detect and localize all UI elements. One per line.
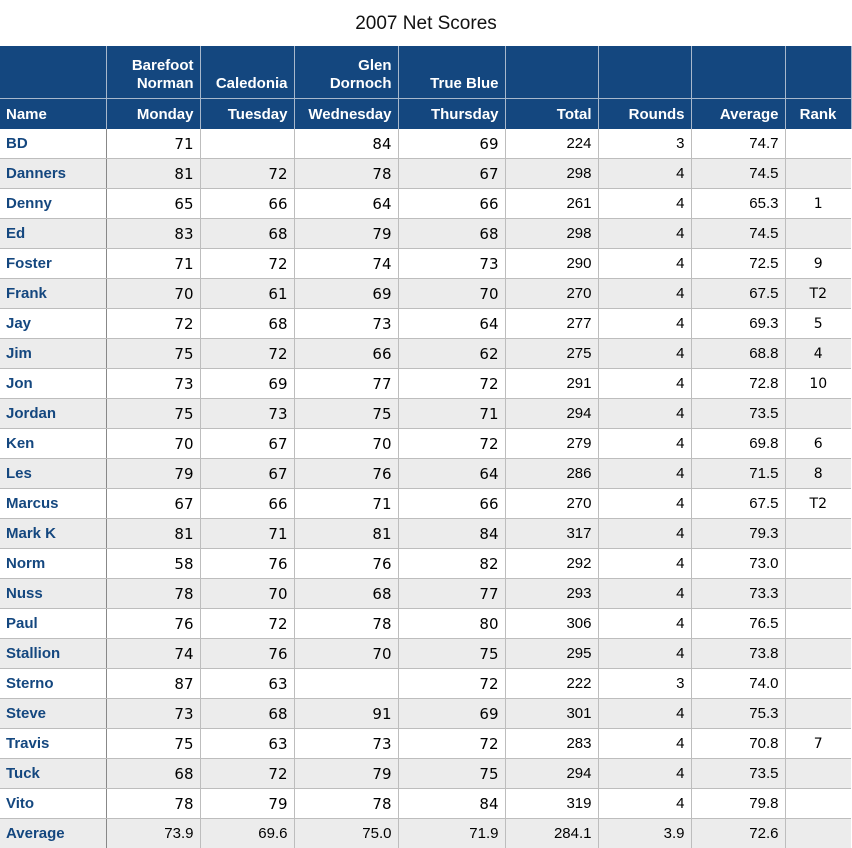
column-header-thursday: Thursday xyxy=(398,99,505,130)
table-footer xyxy=(0,819,851,848)
rank-cell xyxy=(785,609,851,639)
rounds-cell: 3 xyxy=(598,669,691,699)
score-cell-tuesday: 68 xyxy=(200,219,294,249)
rank-cell xyxy=(785,159,851,189)
column-header-rank: Rank xyxy=(785,99,851,130)
score-cell-tuesday: 61 xyxy=(200,279,294,309)
rank-cell xyxy=(785,219,851,249)
score-cell-monday: 73 xyxy=(106,369,200,399)
average-cell: 74.5 xyxy=(691,219,785,249)
total-cell: 319 xyxy=(505,789,598,819)
score-cell-monday: 71 xyxy=(106,129,200,159)
score-cell-tuesday: 72 xyxy=(200,249,294,279)
score-cell-tuesday: 73 xyxy=(200,399,294,429)
header-blank-cell xyxy=(505,46,598,99)
score-cell-tuesday: 63 xyxy=(200,669,294,699)
rounds-cell: 4 xyxy=(598,789,691,819)
average-cell: 70.8 xyxy=(691,729,785,759)
score-cell-wednesday: 78 xyxy=(294,159,398,189)
table-row xyxy=(0,369,851,399)
total-cell: 306 xyxy=(505,609,598,639)
score-cell-thursday: 67 xyxy=(398,159,505,189)
score-cell-tuesday: 72 xyxy=(200,609,294,639)
course-header-wednesday: Glen Dornoch xyxy=(294,46,398,99)
rounds-cell: 4 xyxy=(598,489,691,519)
player-name-cell: Sterno xyxy=(0,669,106,699)
score-cell-thursday: 84 xyxy=(398,519,505,549)
column-header-rounds: Rounds xyxy=(598,99,691,130)
rank-cell: T2 xyxy=(785,489,851,519)
table-row xyxy=(0,279,851,309)
average-cell: 71.5 xyxy=(691,459,785,489)
score-cell-wednesday: 74 xyxy=(294,249,398,279)
total-cell: 298 xyxy=(505,159,598,189)
player-name-cell: Danners xyxy=(0,159,106,189)
score-cell-thursday: 71 xyxy=(398,399,505,429)
player-name-cell: Vito xyxy=(0,789,106,819)
rounds-cell: 4 xyxy=(598,159,691,189)
score-cell-tuesday: 72 xyxy=(200,159,294,189)
total-cell: 294 xyxy=(505,399,598,429)
rounds-cell: 4 xyxy=(598,639,691,669)
rank-cell: 4 xyxy=(785,339,851,369)
score-cell-monday: 70 xyxy=(106,429,200,459)
average-cell: 79.8 xyxy=(691,789,785,819)
total-cell: 222 xyxy=(505,669,598,699)
score-cell-wednesday: 69 xyxy=(294,279,398,309)
table-row xyxy=(0,459,851,489)
rounds-cell: 4 xyxy=(598,459,691,489)
score-cell-wednesday: 81 xyxy=(294,519,398,549)
average-rounds: 3.9 xyxy=(598,819,691,848)
total-cell: 295 xyxy=(505,639,598,669)
score-cell-wednesday: 91 xyxy=(294,699,398,729)
average-cell: 72.8 xyxy=(691,369,785,399)
score-cell-thursday: 72 xyxy=(398,429,505,459)
course-header-monday: Barefoot Norman xyxy=(106,46,200,99)
rank-cell xyxy=(785,789,851,819)
table-row xyxy=(0,189,851,219)
score-cell-wednesday: 78 xyxy=(294,609,398,639)
average-cell: 65.3 xyxy=(691,189,785,219)
average-cell: 73.8 xyxy=(691,639,785,669)
total-cell: 224 xyxy=(505,129,598,159)
player-name-cell: Jay xyxy=(0,309,106,339)
score-cell-tuesday: 76 xyxy=(200,549,294,579)
table-row xyxy=(0,639,851,669)
average-monday: 73.9 xyxy=(106,819,200,848)
table-row xyxy=(0,549,851,579)
table-header xyxy=(0,46,851,129)
average-cell: 76.5 xyxy=(691,609,785,639)
table-row xyxy=(0,429,851,459)
average-cell: 73.3 xyxy=(691,579,785,609)
column-header-wednesday: Wednesday xyxy=(294,99,398,130)
player-name-cell: Mark K xyxy=(0,519,106,549)
rounds-cell: 4 xyxy=(598,279,691,309)
score-cell-wednesday: 71 xyxy=(294,489,398,519)
player-name-cell: Ed xyxy=(0,219,106,249)
page-title: 2007 Net Scores xyxy=(0,0,852,46)
player-name-cell: Les xyxy=(0,459,106,489)
player-name-cell: Stallion xyxy=(0,639,106,669)
score-cell-tuesday: 72 xyxy=(200,759,294,789)
score-cell-wednesday: 70 xyxy=(294,639,398,669)
average-cell: 79.3 xyxy=(691,519,785,549)
score-cell-monday: 71 xyxy=(106,249,200,279)
score-cell-monday: 81 xyxy=(106,159,200,189)
course-header-tuesday: Caledonia xyxy=(200,46,294,99)
score-cell-wednesday: 79 xyxy=(294,219,398,249)
player-name-cell: Ken xyxy=(0,429,106,459)
average-total: 284.1 xyxy=(505,819,598,848)
score-cell-tuesday: 70 xyxy=(200,579,294,609)
average-row-label: Average xyxy=(0,819,106,848)
rank-cell: 7 xyxy=(785,729,851,759)
score-cell-thursday: 72 xyxy=(398,669,505,699)
score-cell-monday: 87 xyxy=(106,669,200,699)
total-cell: 270 xyxy=(505,489,598,519)
rank-cell xyxy=(785,699,851,729)
average-cell: 74.0 xyxy=(691,669,785,699)
player-name-cell: Tuck xyxy=(0,759,106,789)
total-cell: 286 xyxy=(505,459,598,489)
score-cell-wednesday: 76 xyxy=(294,549,398,579)
score-cell-tuesday: 68 xyxy=(200,309,294,339)
total-cell: 270 xyxy=(505,279,598,309)
score-cell-wednesday: 78 xyxy=(294,789,398,819)
rounds-cell: 4 xyxy=(598,309,691,339)
average-tuesday: 69.6 xyxy=(200,819,294,848)
score-cell-thursday: 75 xyxy=(398,759,505,789)
table-row xyxy=(0,759,851,789)
score-cell-thursday: 64 xyxy=(398,459,505,489)
average-rank xyxy=(785,819,851,848)
column-header-average: Average xyxy=(691,99,785,130)
score-cell-tuesday: 68 xyxy=(200,699,294,729)
score-cell-monday: 75 xyxy=(106,339,200,369)
score-cell-wednesday: 70 xyxy=(294,429,398,459)
total-cell: 293 xyxy=(505,579,598,609)
rounds-cell: 4 xyxy=(598,609,691,639)
score-cell-wednesday: 79 xyxy=(294,759,398,789)
score-cell-tuesday: 63 xyxy=(200,729,294,759)
average-cell: 69.8 xyxy=(691,429,785,459)
score-cell-tuesday: 72 xyxy=(200,339,294,369)
total-cell: 294 xyxy=(505,759,598,789)
table-row xyxy=(0,669,851,699)
score-cell-thursday: 73 xyxy=(398,249,505,279)
score-cell-tuesday: 76 xyxy=(200,639,294,669)
score-cell-monday: 65 xyxy=(106,189,200,219)
score-cell-tuesday: 67 xyxy=(200,429,294,459)
score-cell-thursday: 70 xyxy=(398,279,505,309)
score-cell-monday: 73 xyxy=(106,699,200,729)
average-cell: 75.3 xyxy=(691,699,785,729)
score-cell-thursday: 66 xyxy=(398,189,505,219)
table-row xyxy=(0,339,851,369)
score-cell-wednesday: 76 xyxy=(294,459,398,489)
rounds-cell: 4 xyxy=(598,249,691,279)
score-cell-wednesday xyxy=(294,669,398,699)
player-name-cell: Jim xyxy=(0,339,106,369)
total-cell: 283 xyxy=(505,729,598,759)
total-cell: 261 xyxy=(505,189,598,219)
score-cell-thursday: 72 xyxy=(398,369,505,399)
rounds-cell: 4 xyxy=(598,189,691,219)
player-name-cell: Travis xyxy=(0,729,106,759)
score-cell-wednesday: 73 xyxy=(294,729,398,759)
score-cell-monday: 58 xyxy=(106,549,200,579)
score-cell-wednesday: 73 xyxy=(294,309,398,339)
average-cell: 67.5 xyxy=(691,489,785,519)
score-cell-monday: 81 xyxy=(106,519,200,549)
rounds-cell: 4 xyxy=(598,399,691,429)
total-cell: 290 xyxy=(505,249,598,279)
score-cell-monday: 83 xyxy=(106,219,200,249)
score-cell-tuesday: 69 xyxy=(200,369,294,399)
score-cell-thursday: 72 xyxy=(398,729,505,759)
score-cell-thursday: 80 xyxy=(398,609,505,639)
player-name-cell: Foster xyxy=(0,249,106,279)
average-cell: 73.5 xyxy=(691,399,785,429)
header-blank-cell xyxy=(785,46,851,99)
player-name-cell: Marcus xyxy=(0,489,106,519)
player-name-cell: Denny xyxy=(0,189,106,219)
average-wednesday: 75.0 xyxy=(294,819,398,848)
table-row xyxy=(0,159,851,189)
header-blank-cell xyxy=(0,46,106,99)
rank-cell xyxy=(785,639,851,669)
score-cell-tuesday: 66 xyxy=(200,189,294,219)
total-cell: 292 xyxy=(505,549,598,579)
total-cell: 301 xyxy=(505,699,598,729)
rank-cell: 9 xyxy=(785,249,851,279)
score-cell-thursday: 68 xyxy=(398,219,505,249)
score-cell-thursday: 66 xyxy=(398,489,505,519)
table-row xyxy=(0,699,851,729)
table-row xyxy=(0,609,851,639)
rounds-cell: 3 xyxy=(598,129,691,159)
average-cell: 67.5 xyxy=(691,279,785,309)
total-cell: 277 xyxy=(505,309,598,339)
score-cell-thursday: 69 xyxy=(398,699,505,729)
score-cell-wednesday: 75 xyxy=(294,399,398,429)
table-row xyxy=(0,489,851,519)
rounds-cell: 4 xyxy=(598,519,691,549)
player-name-cell: Jordan xyxy=(0,399,106,429)
column-header-name: Name xyxy=(0,99,106,130)
rank-cell: 5 xyxy=(785,309,851,339)
column-header-total: Total xyxy=(505,99,598,130)
rank-cell: 8 xyxy=(785,459,851,489)
score-cell-wednesday: 64 xyxy=(294,189,398,219)
table-row xyxy=(0,579,851,609)
column-header-monday: Monday xyxy=(106,99,200,130)
average-cell: 73.0 xyxy=(691,549,785,579)
rounds-cell: 4 xyxy=(598,369,691,399)
score-cell-tuesday: 71 xyxy=(200,519,294,549)
player-name-cell: Nuss xyxy=(0,579,106,609)
column-header-tuesday: Tuesday xyxy=(200,99,294,130)
score-cell-monday: 70 xyxy=(106,279,200,309)
score-cell-monday: 79 xyxy=(106,459,200,489)
rounds-cell: 4 xyxy=(598,729,691,759)
score-cell-thursday: 64 xyxy=(398,309,505,339)
rank-cell xyxy=(785,519,851,549)
rounds-cell: 4 xyxy=(598,759,691,789)
score-cell-monday: 75 xyxy=(106,729,200,759)
rank-cell: 1 xyxy=(785,189,851,219)
score-cell-thursday: 82 xyxy=(398,549,505,579)
player-name-cell: Jon xyxy=(0,369,106,399)
scores-table xyxy=(0,46,852,848)
score-cell-tuesday: 67 xyxy=(200,459,294,489)
score-cell-thursday: 77 xyxy=(398,579,505,609)
score-cell-thursday: 75 xyxy=(398,639,505,669)
total-cell: 317 xyxy=(505,519,598,549)
total-cell: 279 xyxy=(505,429,598,459)
score-cell-monday: 74 xyxy=(106,639,200,669)
score-cell-tuesday xyxy=(200,129,294,159)
average-cell: 69.3 xyxy=(691,309,785,339)
table-body xyxy=(0,129,851,819)
player-name-cell: Frank xyxy=(0,279,106,309)
score-cell-wednesday: 84 xyxy=(294,129,398,159)
rank-cell xyxy=(785,669,851,699)
score-cell-monday: 76 xyxy=(106,609,200,639)
player-name-cell: BD xyxy=(0,129,106,159)
score-cell-wednesday: 66 xyxy=(294,339,398,369)
rounds-cell: 4 xyxy=(598,579,691,609)
average-thursday: 71.9 xyxy=(398,819,505,848)
player-name-cell: Steve xyxy=(0,699,106,729)
table-row xyxy=(0,129,851,159)
average-cell: 74.7 xyxy=(691,129,785,159)
player-name-cell: Paul xyxy=(0,609,106,639)
score-cell-monday: 78 xyxy=(106,579,200,609)
total-cell: 275 xyxy=(505,339,598,369)
score-cell-tuesday: 79 xyxy=(200,789,294,819)
course-header-row xyxy=(0,46,851,99)
score-cell-wednesday: 68 xyxy=(294,579,398,609)
rounds-cell: 4 xyxy=(598,219,691,249)
score-cell-monday: 68 xyxy=(106,759,200,789)
rank-cell xyxy=(785,129,851,159)
score-cell-monday: 75 xyxy=(106,399,200,429)
average-cell: 68.8 xyxy=(691,339,785,369)
total-cell: 291 xyxy=(505,369,598,399)
rounds-cell: 4 xyxy=(598,429,691,459)
rounds-cell: 4 xyxy=(598,699,691,729)
table-row xyxy=(0,249,851,279)
table-row xyxy=(0,729,851,759)
course-header-thursday: True Blue xyxy=(398,46,505,99)
score-cell-wednesday: 77 xyxy=(294,369,398,399)
average-row xyxy=(0,819,851,848)
header-blank-cell xyxy=(598,46,691,99)
table-row xyxy=(0,519,851,549)
rank-cell xyxy=(785,759,851,789)
average-cell: 74.5 xyxy=(691,159,785,189)
rounds-cell: 4 xyxy=(598,549,691,579)
score-cell-monday: 78 xyxy=(106,789,200,819)
total-cell: 298 xyxy=(505,219,598,249)
rank-cell xyxy=(785,549,851,579)
rank-cell: 6 xyxy=(785,429,851,459)
header-blank-cell xyxy=(691,46,785,99)
day-header-row xyxy=(0,99,851,130)
rank-cell xyxy=(785,579,851,609)
table-row xyxy=(0,399,851,429)
player-name-cell: Norm xyxy=(0,549,106,579)
average-cell: 73.5 xyxy=(691,759,785,789)
table-row xyxy=(0,309,851,339)
rank-cell: 10 xyxy=(785,369,851,399)
table-row xyxy=(0,789,851,819)
rank-cell: T2 xyxy=(785,279,851,309)
average-cell: 72.5 xyxy=(691,249,785,279)
score-cell-monday: 67 xyxy=(106,489,200,519)
rounds-cell: 4 xyxy=(598,339,691,369)
score-cell-monday: 72 xyxy=(106,309,200,339)
rank-cell xyxy=(785,399,851,429)
score-cell-tuesday: 66 xyxy=(200,489,294,519)
table-row xyxy=(0,219,851,249)
score-cell-thursday: 84 xyxy=(398,789,505,819)
score-cell-thursday: 62 xyxy=(398,339,505,369)
average-average: 72.6 xyxy=(691,819,785,848)
score-cell-thursday: 69 xyxy=(398,129,505,159)
